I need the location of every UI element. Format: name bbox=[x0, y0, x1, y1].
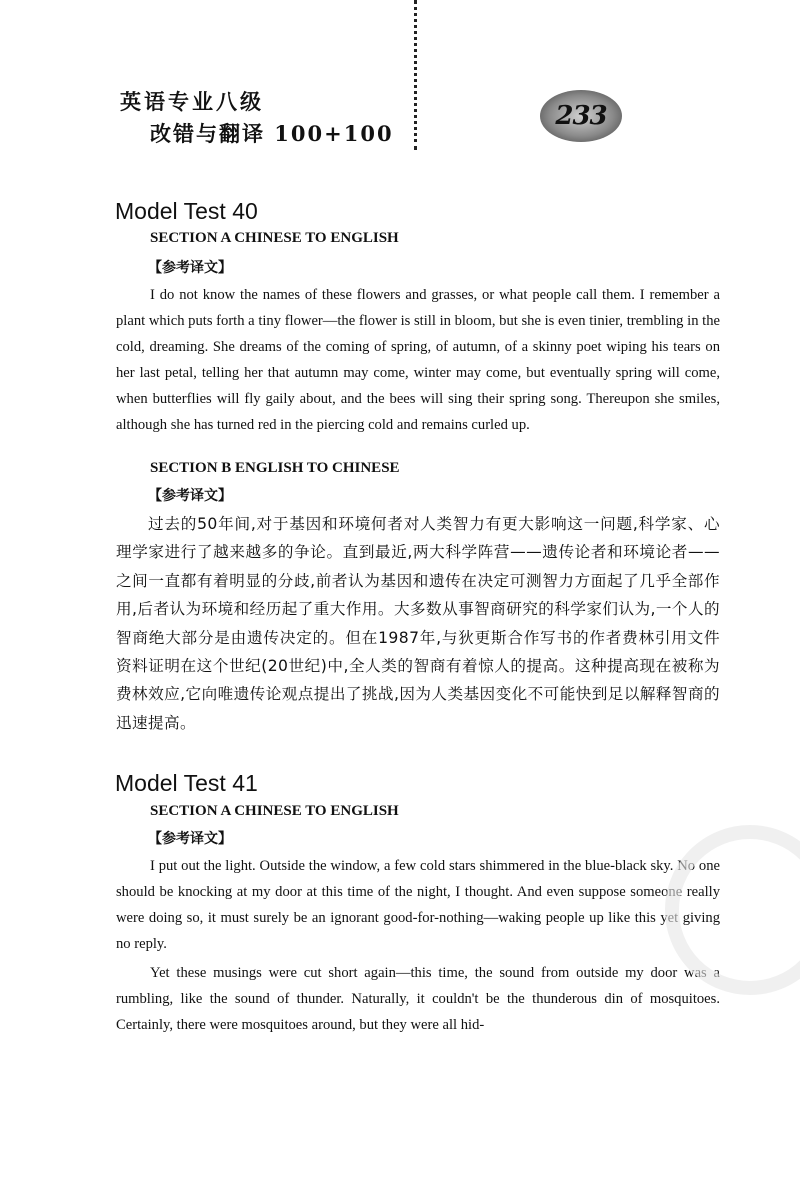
reference-label-40a: 【参考译文】 bbox=[148, 260, 232, 276]
paragraph-40a-1: I do not know the names of these flowers and grasses, or what people call them. I remember a plant which puts forth a tiny flower—the flower is still in bloom, but she is even tinier, trembling in the cold, dreaming. She dreams of the coming of spring, of autumn, of a skinny poet wiping his tears on her last petal, telling her that autumn may come, winter may come, but eventually spring will come, when butterflies will fly gaily about, and the bees will sing their spring song. Thereupon she smiles, although she has turned red in the piercing cold and remains curled up. bbox=[116, 287, 720, 433]
paragraph-40b-1: 过去的50年间,对于基因和环境何者对人类智力有更大影响这一问题,科学家、心理学家进行了越来越多的争论。直到最近,两大科学阵营——遗传论者和环境论者——之间一直都有着明显的分歧,前者认为基因和遗传在决定可测智力方面起了几乎全部作用,后者认为环境和经历起了重大作用。大多数从事智商研究的科学家们认为,一个人的智商绝大部分是由遗传决定的。但在1987年,与狄更斯合作写书的作者费林引用文件资料证明在这个世纪(20世纪)中,全人类的智商有着惊人的提高。这种提高现在被称为费林效应,它向唯遗传论观点提出了挑战,因为人类基因变化不可能快到足以解释智商的迅速提高。 bbox=[116, 515, 720, 732]
section-heading-40a: SECTION A CHINESE TO ENGLISH bbox=[150, 230, 399, 246]
reference-label-40b: 【参考译文】 bbox=[148, 488, 232, 504]
page-number-badge bbox=[540, 90, 622, 142]
book-title-line2: 改错与翻译 100+100 bbox=[150, 121, 394, 146]
book-title-line1: 英语专业八级 bbox=[120, 89, 264, 114]
page-number: 233 bbox=[555, 101, 607, 131]
section-heading-40b: SECTION B ENGLISH TO CHINESE bbox=[150, 460, 400, 476]
header-dotted-divider bbox=[414, 0, 417, 150]
test-heading-40: Model Test 40 bbox=[115, 198, 258, 224]
section-heading-41a: SECTION A CHINESE TO ENGLISH bbox=[150, 803, 399, 819]
paragraph-41a-1: I put out the light. Outside the window, a few cold stars shimmered in the blue-black sky. No one should be knocking at my door at this time of the night, I thought. And even suppose someone really were doing so, it must surely be an ignorant good-for-nothing—waking people up like this yet giving no reply. bbox=[116, 858, 720, 952]
reference-label-41a: 【参考译文】 bbox=[148, 831, 232, 847]
running-header bbox=[0, 0, 800, 160]
test-heading-41: Model Test 41 bbox=[115, 770, 258, 796]
paragraph-41a-2: Yet these musings were cut short again—this time, the sound from outside my door was a rumbling, like the sound of thunder. Naturally, it couldn't be the thunderous din of mosquitoes. Certainly, there were mosquitoes around, but they were all hid- bbox=[116, 965, 720, 1033]
